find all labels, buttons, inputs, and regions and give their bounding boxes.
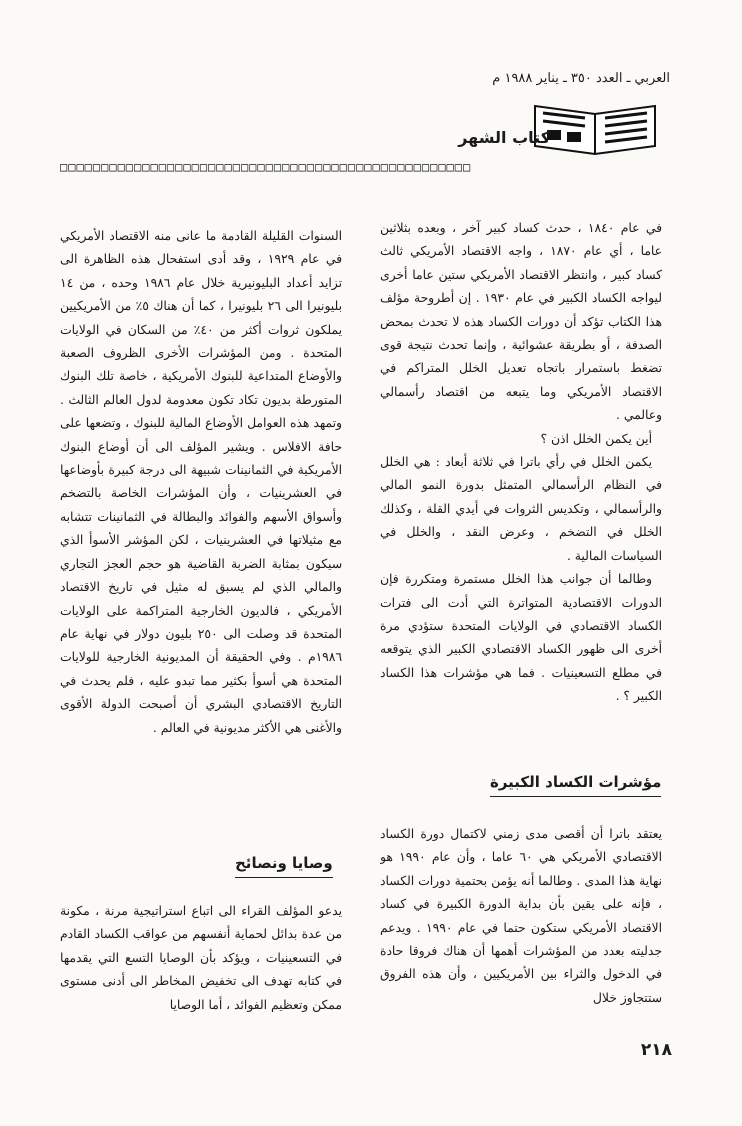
paragraph: يعتقد باترا أن أقصى مدى زمني لاكتمال دورة الكساد الاقتصادي الأمريكي هي ٦٠ عاما ، وأن عام ١٩٩٠ هو نهاية هذا المدى . وطالما أنه يؤمن بحتمية دورات الكساد ، فإنه على يقين بأن بداية الدورة الكبيرة في كساد الاقتصاد الأمريكي ستكون حتما في عام ١٩٩٠ . ويدعم جدليته بعدد من المؤشرات أهمها أن هناك فروقا حادة في الدخول والثراء بين الأمريكيين ، وأن هذه الفروق ستتجاوز خلال (380, 827, 662, 1005)
page-number: ٢١٨ (640, 1040, 672, 1060)
left-column-continued (60, 900, 342, 1040)
section-heading-advice: وصايا ونصائح (235, 852, 333, 878)
right-column-continued (380, 823, 662, 1033)
decorative-box-border: □□□□□□□□□□□□□□□□□□□□□□□□□□□□□□□□□□□□□□□□□□□□□□□□□□ (60, 160, 472, 174)
paragraph: السنوات القليلة القادمة ما عانى منه الاقتصاد الأمريكي في عام ١٩٢٩ ، وقد أدى استفحال هذه الظاهرة الى تزايد أعداد البليونيرية خلال عام ١٩٨٦ وحده ، من ١٤ بليونيرا الى ٢٦ بليونيرا ، كما أن هناك ٥٪ من الأمريكيين يملكون ثروات أكثر من ٤٠٪ من السكان في الولايات المتحدة . ومن المؤشرات الأخرى الظروف الصعبة والأوضاع المتداعية للبنوك الأمريكية ، خاصة تلك البنوك المتورطة بديون تكاد تكون معدومة لدول العالم الثالث . وتمهد هذه العوامل الأوضاع المالية للبنوك ، وتضعها على حافة الافلاس . ويشير المؤلف الى أن أوضاع البنوك الأمريكية في الثمانينات شبيهة الى درجة كبيرة بأوضاعها في العشرينيات ، وأن المؤشرات الخاصة بالتضخم وأسواق الأسهم والفوائد والبطالة في الثمانينات تتشابه مع مثيلاتها في العشرينيات ، لكن المؤشر الأسوأ الذي سيكون بمثابة الضربة القاضية هو حجم العجز التجاري والمالي الذي لم يسبق له مثيل في تاريخ الاقتصاد الأمريكي ، فالديون الخارجية المتراكمة على الولايات المتحدة قد وصلت الى ٢٥٠ بليون دولار في نهاية عام ١٩٨٦م . وفي الحقيقة أن المديونية الخارجية للولايات المتحدة هي أسوأ بكثير مما تبدو عليه ، فلم يحدث في التاريخ الاقتصادي البشري أن أصبحت الدولة الأقوى والأغنى هي الأكثر مديونية في العالم . (60, 229, 342, 735)
left-column (60, 225, 342, 837)
paragraph: يكمن الخلل في رأي باترا في ثلاثة أبعاد : هي الخلل في النظام الرأسمالي المتمثل بدورة النمو المالي والرأسمالي ، وتكديس الثروات في أيدي القلة ، وكذلك الخلل في التضخم ، وعرض النقد ، والخلل في السياسات المالية . (380, 455, 662, 563)
section-title: كتاب الشهر (458, 128, 550, 147)
journal-reference: العربي ـ العدد ٣٥٠ ـ يناير ١٩٨٨ م (492, 71, 670, 86)
section-heading-indicators: مؤشرات الكساد الكبيرة (490, 771, 661, 797)
paragraph: أين يكمن الخلل اذن ؟ (540, 431, 652, 446)
paragraph: في عام ١٨٤٠ ، حدث كساد كبير آخر ، وبعده بثلاثين عاما ، أي عام ١٨٧٠ ، واجه الاقتصاد الأمريكي ثالث كساد كبير ، وانتظر الاقتصاد الأمريكي ستين عاما أخرى ليواجه الكساد الكبير في عام ١٩٣٠ . إن أطروحة مؤلف هذا الكتاب تؤكد أن دورات الكساد هذه لا تحدث بمحض الصدفة ، أو بطريقة عشوائية ، وإنما تحدث نتيجة قوى تضغط باستمرار باتجاه تعديل الخلل المتراكم في الاقتصاد الأمريكي وما يتبعه من اقتصاد رأسمالي وعالمي . (380, 221, 662, 423)
paragraph: وطالما أن جوانب هذا الخلل مستمرة ومتكررة فإن الدورات الاقتصادية المتواترة التي أدت الى فترات الكساد الاقتصادي في الولايات المتحدة ستؤدي مرة أخرى الى ظهور الكساد الاقتصادي الكبير الذي يتوقعه في مطلع التسعينيات . فما هي مؤشرات هذا الكساد الكبير ؟ . (380, 572, 662, 704)
paragraph: يدعو المؤلف القراء الى اتباع استراتيجية مرنة ، مكونة من عدة بدائل لحماية أنفسهم من عواقب الكساد القادم في التسعينيات ، ويؤكد بأن الوصايا التسع التي يقدمها في كتابه تهدف الى تخفيض المخاطر الى أدنى مستوى ممكن وتعظيم الفوائد ، أما الوصايا (60, 904, 342, 1012)
